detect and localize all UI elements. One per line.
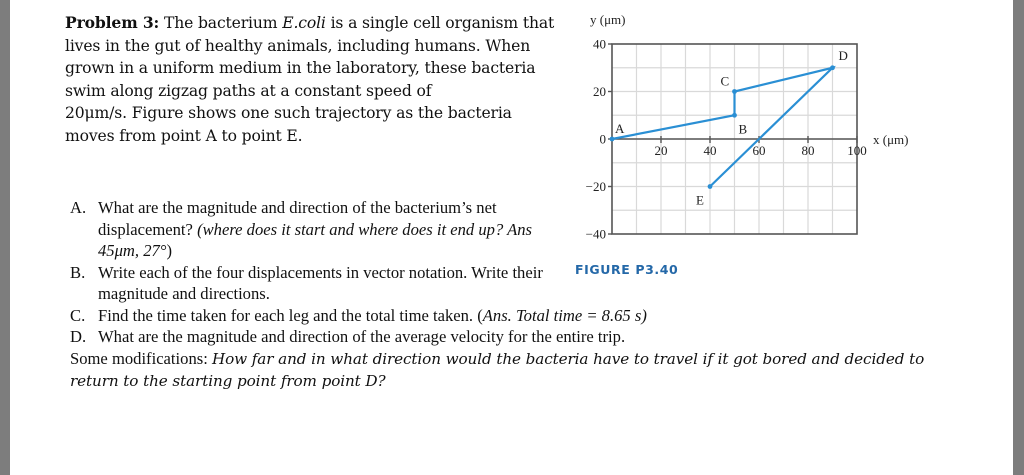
question-c bbox=[70, 305, 930, 327]
y-tick-label: −40 bbox=[585, 226, 606, 242]
question-text: ) bbox=[166, 241, 172, 260]
question-letter: D. bbox=[70, 327, 87, 346]
x-axis-label: x (μm) bbox=[873, 132, 909, 147]
problem-text: 20μm/s. Figure shows one such trajectory as the bacteria moves from point A to point E. bbox=[65, 104, 512, 145]
point-label-e: E bbox=[696, 192, 704, 208]
modifications-text: How far and in what direction would the bacteria have to travel if it got bored and decided to return to the starting point from point D? bbox=[70, 349, 925, 390]
trajectory-point bbox=[732, 89, 737, 94]
x-tick-label: 20 bbox=[654, 143, 668, 158]
modifications bbox=[70, 348, 930, 393]
question-d bbox=[70, 326, 930, 348]
question-a bbox=[70, 197, 573, 262]
problem-text: The bacterium bbox=[159, 14, 283, 32]
x-tick-label: 40 bbox=[703, 143, 717, 158]
trajectory-point bbox=[708, 184, 713, 189]
problem-statement bbox=[65, 12, 555, 147]
question-text: Write each of the four displacements in vector notation. Write their magnitude and directions. bbox=[98, 262, 543, 303]
point-label-d: D bbox=[838, 47, 848, 63]
question-letter: A. bbox=[70, 198, 87, 217]
y-axis-label: y (μm) bbox=[590, 12, 626, 27]
y-tick-label: 20 bbox=[593, 84, 606, 99]
x-tick-label: 80 bbox=[801, 143, 815, 158]
point-label-a: A bbox=[615, 121, 625, 136]
x-tick-label: 100 bbox=[847, 143, 867, 158]
x-tick-label: 60 bbox=[752, 143, 766, 158]
point-label-b: B bbox=[738, 121, 748, 137]
question-list bbox=[70, 197, 930, 393]
question-letter: C. bbox=[70, 305, 86, 325]
question-text: What are the magnitude and direction of the average velocity for the entire trip. bbox=[98, 327, 626, 346]
y-tick-label: −20 bbox=[585, 179, 606, 194]
right-margin-bar bbox=[1013, 0, 1024, 475]
point-label-c: C bbox=[720, 73, 730, 89]
question-hint: (where does it start and where does it end up? Ans 45μm, 27° bbox=[98, 219, 532, 260]
modifications-label: Some modifications: bbox=[70, 348, 212, 368]
question-hint: Ans. Total time = 8.65 s) bbox=[482, 305, 647, 325]
left-margin-bar bbox=[0, 0, 10, 475]
problem-text: is a single cell organism that lives in the gut of healthy animals, including humans. When grown in a uniform medium in the laboratory, these bacteria swim along zigzag paths at a constant speed of bbox=[65, 14, 555, 100]
y-tick-label: 0 bbox=[599, 131, 606, 147]
question-text: What are the magnitude and direction of the bacterium’s net displacement? bbox=[98, 198, 497, 239]
question-text: Find the time taken for each leg and the total time taken. ( bbox=[98, 305, 483, 325]
question-b bbox=[70, 262, 573, 305]
trajectory-point bbox=[830, 65, 835, 70]
y-tick-label: 40 bbox=[593, 36, 606, 52]
question-letter: B. bbox=[70, 262, 86, 282]
problem-label: Problem 3: bbox=[65, 13, 160, 32]
figure-caption: FIGURE P3.40 bbox=[575, 262, 679, 277]
trajectory-point bbox=[610, 137, 615, 142]
trajectory-point bbox=[732, 113, 737, 118]
organism-name: E.coli bbox=[282, 14, 326, 32]
